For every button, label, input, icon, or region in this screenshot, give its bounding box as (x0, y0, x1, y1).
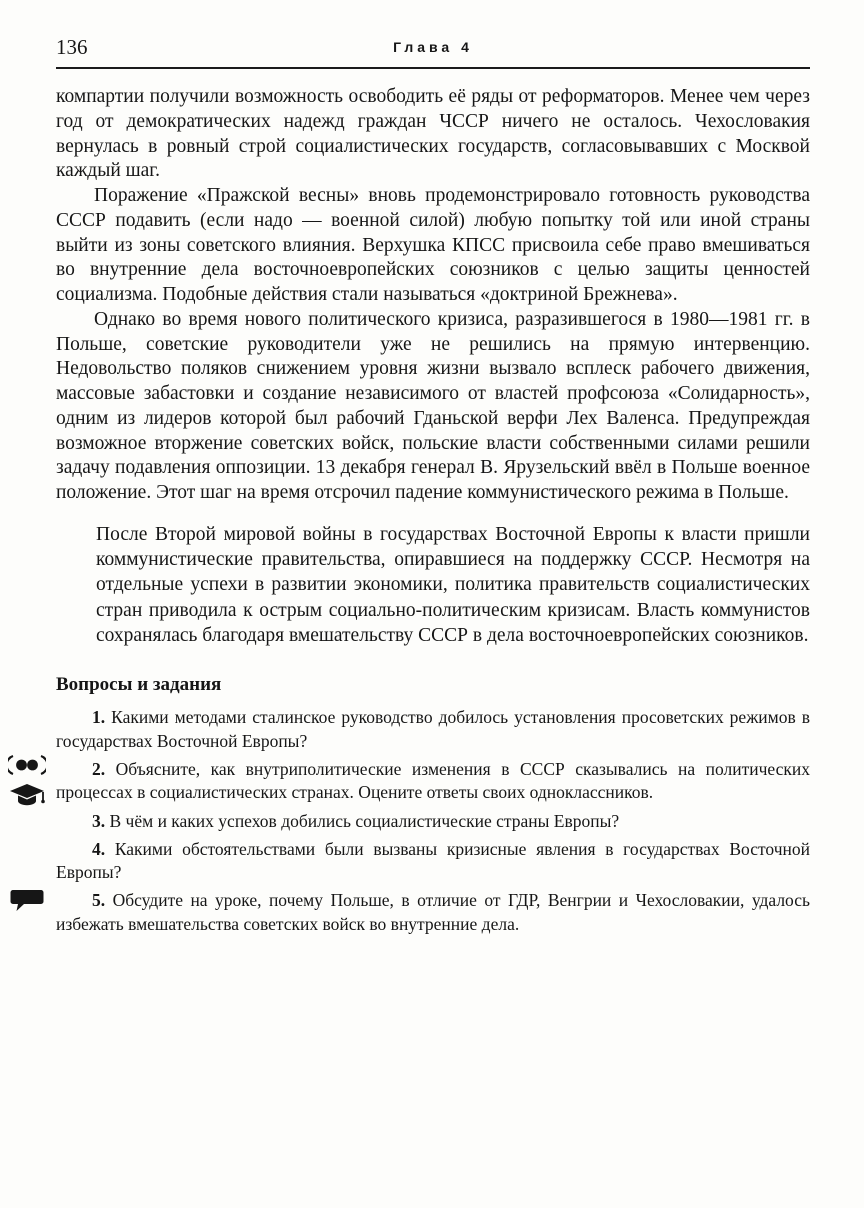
questions-heading: Вопросы и задания (56, 674, 222, 696)
question-item (56, 889, 810, 936)
question-text: Объясните, как внутриполитические изменения в СССР сказывались на политических процессах в социалистических странах. Оцените ответы своих одноклассников. (56, 759, 811, 803)
question-item (56, 706, 810, 753)
question-text: Обсудите на уроке, почему Польше, в отличие от ГДР, Венгрии и Чехословакии, удалось избежать вмешательства советских войск во внутренние дела. (56, 890, 810, 934)
page-body (56, 85, 810, 936)
graduation-cap-icon (8, 783, 46, 808)
chapter-title: Глава 4 (393, 39, 473, 55)
header-rule (56, 67, 810, 69)
question-item (56, 838, 810, 885)
discussion-icon (8, 754, 46, 776)
page-number: 136 (56, 35, 88, 59)
question-item (56, 810, 810, 833)
question-item (56, 758, 810, 805)
paragraph: Поражение «Пражской весны» вновь продемонстрировало готовность руководства СССР подавить (если надо — военной силой) любую попытку той или иной страны выйти из зоны советского влияния. Верхушка КПСС присвоила себе право вмешиваться во внутренние дела восточноевропейских союзников с целью защиты ценностей социализма. Подобные действия стали называться «доктриной Брежнева». (56, 185, 810, 305)
question-number: 4. (92, 838, 106, 859)
page-header (56, 34, 810, 62)
question-text: В чём и каких успехов добились социалистические страны Европы? (109, 810, 620, 831)
question-number: 5. (92, 890, 106, 911)
summary-paragraph: После Второй мировой войны в государствах Восточной Европы к власти пришли коммунистические правительства, опиравшиеся на поддержку СССР. Несмотря на отдельные успехи в развитии экономики, политика правительств социалистических стран приводила к острым социально-политическим кризисам. Власть коммунистов сохранялась благодаря вмешательству СССР в дела восточноевропейских союзников. (96, 523, 810, 647)
paragraph: компартии получили возможность освободить её ряды от реформаторов. Менее чем через год от демократических надежд граждан ЧССР ничего не осталось. Чехословакия вернулась в ровный строй социалистических государств, согласовывавших с Москвой каждый шаг. (56, 86, 810, 182)
paragraph: Однако во время нового политического кризиса, разразившегося в 1980—1981 гг. в Польше, советские руководители уже не решились на прямую интервенцию. Недовольство поляков снижением уровня жизни вызвало всплеск рабочего движения, массовые забастовки и создание независимого от властей профсоюза «Солидарность», одним из лидеров которой был рабочий Гданьской верфи Лех Валенса. Предупреждая возможное вторжение советских войск, польские власти собственными силами решили задачу подавления оппозиции. 13 декабря генерал В. Ярузельский ввёл в Польше военное положение. Этот шаг на время отсрочил падение коммунистического режима в Польше. (56, 308, 810, 503)
question-number: 3. (92, 810, 106, 831)
question-text: Какими методами сталинское руководство добилось установления просоветских режимов в государствах Восточной Европы? (56, 707, 810, 751)
question-number: 1. (92, 707, 106, 728)
question-margin-icons (4, 754, 50, 808)
question-number: 2. (92, 759, 106, 779)
question-margin-icons (4, 889, 50, 913)
question-text: Какими обстоятельствами были вызваны кризисные явления в государствах Восточной Европы? (56, 838, 810, 883)
speech-bubble-icon (10, 889, 44, 913)
